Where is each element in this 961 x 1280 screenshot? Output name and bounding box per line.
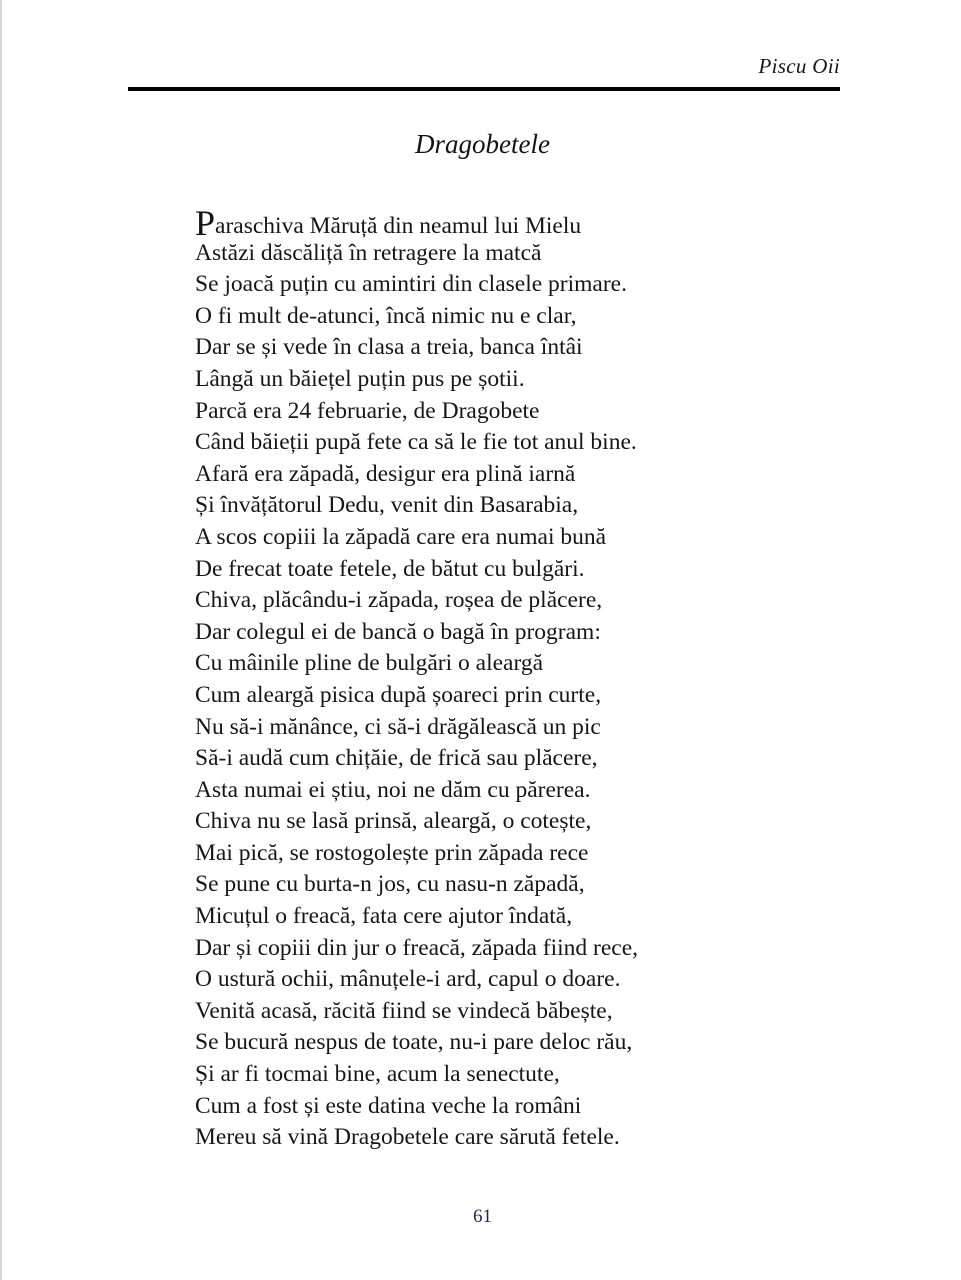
poem-line: Când băieții pupă fete ca să le fie tot anul bine. (195, 429, 637, 456)
poem-line-text: araschiva Măruță din neamul lui Mielu (215, 213, 582, 239)
poem-line: Nu să-i mănânce, ci să-i drăgălească un pic (195, 713, 601, 740)
poem-line: O ustură ochii, mânuțele-i ard, capul o doare. (195, 966, 621, 993)
poem-line: Se joacă puțin cu amintiri din clasele primare. (195, 271, 627, 298)
poem-title: Dragobetele (415, 129, 550, 159)
drop-cap: P (195, 203, 216, 243)
poem-line: Dar colegul ei de bancă o bagă în program: (195, 618, 601, 645)
poem-line: Parcă era 24 februarie, de Dragobete (195, 397, 540, 424)
poem-line: Chiva, plăcându-i zăpada, roșea de plăcere, (195, 587, 603, 614)
poem-line: Cum a fost și este datina veche la români (195, 1092, 582, 1119)
poem-line: Mai pică, se rostogolește prin zăpada rece (195, 839, 589, 866)
running-header-title: Piscu Oii (758, 54, 840, 78)
poem-body (195, 203, 795, 1154)
poem-line: A scos copiii la zăpadă care era numai bună (195, 523, 607, 550)
poem-line: Mereu să vină Dragobetele care sărută fetele. (195, 1124, 620, 1151)
poem-line: Chiva nu se lasă prinsă, aleargă, o cotește, (195, 808, 592, 835)
poem-line: Să-i audă cum chițăie, de frică sau plăcere, (195, 745, 598, 772)
poem-line: Venită acasă, răcită fiind se vindecă băbește, (195, 997, 613, 1024)
poem-line: O fi mult de-atunci, încă nimic nu e clar, (195, 302, 577, 329)
poem-line: Dar și copiii din jur o freacă, zăpada fiind rece, (195, 934, 639, 961)
poem-line: Lângă un băiețel puțin pus pe șotii. (195, 365, 525, 392)
poem-line: Astăzi dăscăliță în retragere la matcă (195, 239, 542, 266)
poem-line: De frecat toate fetele, de bătut cu bulgări. (195, 555, 585, 582)
poem-line: Cu mâinile pline de bulgări o aleargă (195, 650, 544, 677)
header-rule (128, 87, 840, 91)
poem-line: Se bucură nespus de toate, nu-i pare deloc rău, (195, 1029, 633, 1056)
page-number: 61 (473, 1206, 492, 1227)
poem-line: Cum aleargă pisica după șoareci prin curte, (195, 681, 602, 708)
poem-line: Dar se și vede în clasa a treia, banca întâi (195, 334, 583, 361)
poem-line: Se pune cu burta-n jos, cu nasu-n zăpadă, (195, 871, 585, 898)
poem-line: Și învățătorul Dedu, venit din Basarabia, (195, 492, 579, 519)
poem-line: Micuțul o freacă, fata cere ajutor îndată, (195, 903, 573, 930)
poem-line: Și ar fi tocmai bine, acum la senectute, (195, 1061, 560, 1088)
poem-line: Afară era zăpadă, desigur era plină iarnă (195, 460, 576, 487)
poem-line: Asta numai ei știu, noi ne dăm cu părerea. (195, 776, 591, 803)
running-header (128, 52, 840, 92)
poem-line (195, 203, 795, 243)
